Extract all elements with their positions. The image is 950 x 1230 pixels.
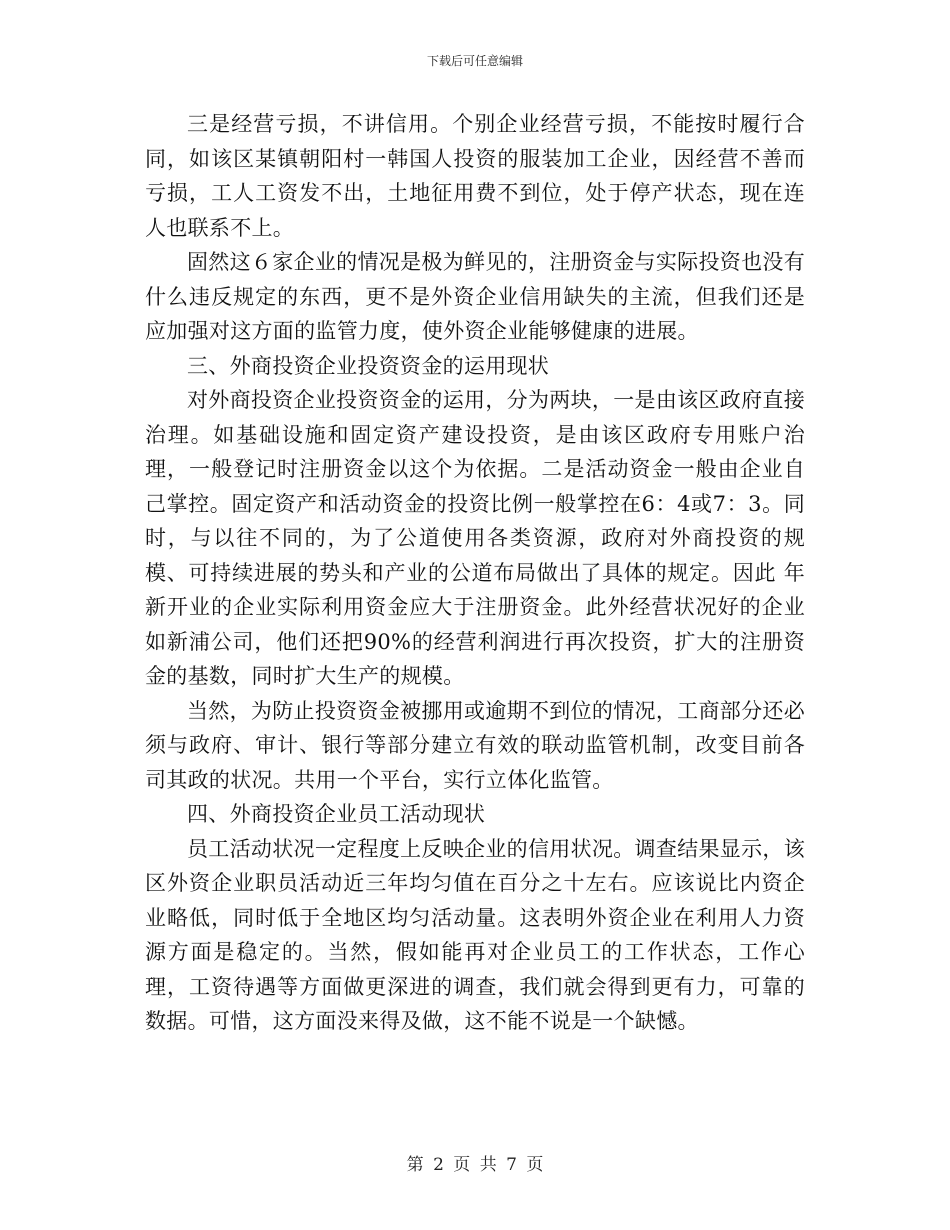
paragraph-operating-loss: 三是经营亏损，不讲信用。个别企业经营亏损，不能按时履行合同，如该区某镇朝阳村一韩国人投资的服装加工企业，因经营不善而亏损，工人工资发不出，土地征用费不到位，处于停产状态，现在连人也联系不上。 [145, 112, 805, 240]
page-header: 下载后可任意编辑 [426, 54, 523, 68]
section-heading-employee-activity: 四、外商投资企业员工活动现状 [187, 802, 486, 826]
paragraph-employee-activity: 员工活动状况一定程度上反映企业的信用状况。调查结果显示，该区外资企业职员活动近三年均匀值在百分之十左右。应该说比内资企业略低，同时低于全地区均匀活动量。这表明外资企业在利用人力资源方面是稳定的。当然，假如能再对企业员工的工作状态，工作心理，工资待遇等方面做更深进的调查，我们就会得到更有力，可靠的数据。可惜，这方面没来得及做，这不能不说是一个缺憾。 [145, 836, 805, 1033]
paragraph-investment-funds: 对外商投资企业投资资金的运用，分为两块，一是由该区政府直接治理。如基础设施和固定资产建设投资，是由该区政府专用账户治理，一般登记时注册资金以这个为依据。二是活动资金一般由企业自己掌控。固定资产和活动资金的投资比例一般掌控在6：4或7：3。同时，与以往不同的，为了公道使用各类资源，政府对外商投资的规模、可持续进展的势头和产业的公道布局做出了具体的规定。因此 年新开业的企业实际利用资金应大于注册资金。此外经营状况好的企业如新浦公司，他们还把90%的经营利润进行再次投资，扩大的注册资金的基数，同时扩大生产的规模。 [145, 388, 805, 688]
paragraph-supervision: 当然，为防止投资资金被挪用或逾期不到位的情况，工商部分还必须与政府、审计、银行等部分建立有效的联动监管机制，改变目前各司其政的状况。共用一个平台，实行立体化监管。 [145, 698, 805, 792]
paragraph-six-enterprises: 固然这６家企业的情况是极为鲜见的，注册资金与实际投资也没有什么违反规定的东西，更不是外资企业信用缺失的主流，但我们还是应加强对这方面的监管力度，使外资企业能够健康的进展。 [145, 250, 805, 343]
page-footer: 第 2 页 共 7 页 [406, 1155, 544, 1175]
document-body [145, 107, 805, 1039]
section-heading-investment-funds: 三、外商投资企业投资资金的运用现状 [187, 353, 550, 378]
